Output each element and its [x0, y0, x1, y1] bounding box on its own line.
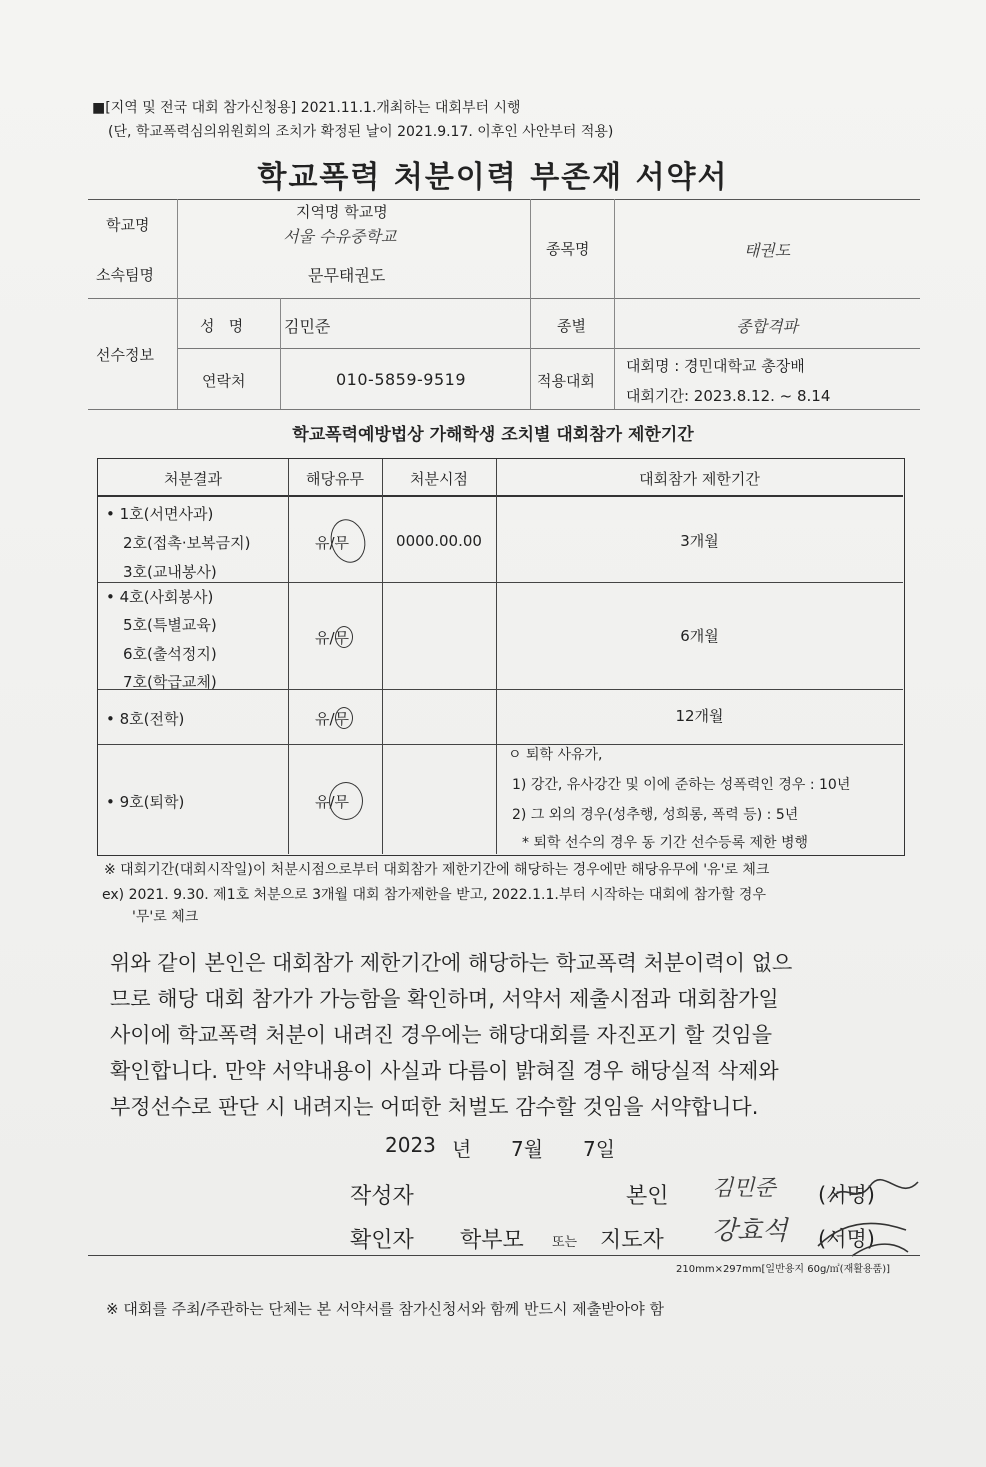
row-3-check-circle [335, 707, 353, 729]
school-sub-label: 지역명 학교명 [296, 203, 388, 221]
table-row-4-limit-line-1: ㅇ 퇴학 사유가, [508, 747, 603, 763]
row-2-check-circle [335, 626, 353, 648]
header-date: 처분시점 [410, 470, 468, 488]
table-row-1-item-3: 3호(교내봉사) [123, 563, 217, 581]
school-label: 학교명 [106, 216, 150, 234]
pledge-line-3: 사이에 학교폭력 처분이 내려진 경우에는 해당대회를 자진포기 할 것임을 [110, 1023, 772, 1047]
event-label: 종목명 [546, 240, 590, 258]
or-label: 또는 [552, 1235, 578, 1250]
school-value: 서울 수유중학교 [283, 227, 397, 246]
date-year: 2023 [385, 1133, 436, 1157]
confirmer-label: 확인자 [350, 1228, 414, 1253]
category-value: 종합격파 [736, 317, 798, 336]
table-row-1-item-2: 2호(접촉·보복금지) [123, 534, 251, 552]
document-title: 학교폭력 처분이력 부존재 서약서 [257, 160, 729, 195]
notice-line-2: (단, 학교폭력심의위원회의 조치가 확정된 날이 2021.9.17. 이후인 사안부터 적용) [108, 124, 614, 140]
table-row-3-item-1: • 8호(전학) [106, 710, 185, 728]
category-label: 종별 [557, 317, 586, 335]
table-row-4-yn: 유/무 [315, 793, 350, 811]
name-value: 김민준 [284, 317, 331, 336]
pledge-line-4: 확인합니다. 만약 서약내용이 사실과 다름이 밝혀질 경우 해당실적 삭제와 [110, 1059, 779, 1083]
table-row-1-item-1: • 1호(서면사과) [106, 505, 214, 523]
competition-period: 대회기간: 2023.8.12. ~ 8.14 [626, 387, 831, 405]
self-signature-scribble [822, 1172, 932, 1212]
pledge-line-1: 위와 같이 본인은 대회참가 제한기간에 해당하는 학교폭력 처분이력이 없으 [110, 951, 793, 975]
applied-label: 적용대회 [537, 372, 595, 390]
coach-label: 지도자 [600, 1228, 664, 1253]
header-result: 처분결과 [164, 470, 222, 488]
name-label: 성 명 [200, 317, 244, 335]
table-row-1-date: 0000.00.00 [396, 532, 482, 550]
table-row-1-yn: 유/무 [315, 534, 350, 552]
table-row-2-item-3: 6호(출석정지) [123, 645, 217, 663]
coach-signature-name: 강효석 [712, 1216, 788, 1246]
parent-label: 학부모 [460, 1228, 524, 1253]
note-1: ※ 대회기간(대회시작일)이 처분시점으로부터 대회참가 제한기간에 해당하는 경우에만 해당유무에 '유'로 체크 [104, 862, 770, 878]
notice-line-1: ■[지역 및 전국 대회 참가신청용] 2021.11.1.개최하는 대회부터 시행 [92, 100, 521, 116]
self-label: 본인 [626, 1184, 669, 1209]
team-label: 소속팀명 [96, 266, 154, 284]
table-row-4-limit-line-3: 2) 그 외의 경우(성추행, 성희롱, 폭력 등) : 5년 [512, 807, 799, 823]
contact-label: 연락처 [202, 372, 246, 390]
coach-sign-label: (서명) [818, 1227, 875, 1251]
pledge-line-5: 부정선수로 판단 시 내려지는 어떠한 처벌도 감수할 것임을 서약합니다. [110, 1095, 759, 1119]
writer-label: 작성자 [350, 1184, 414, 1209]
self-signature-name: 김민준 [712, 1176, 776, 1201]
table-row-4-limit-line-4: * 퇴학 선수의 경우 동 기간 선수등록 제한 병행 [522, 835, 809, 851]
player-info-label: 선수정보 [96, 346, 154, 364]
pledge-line-2: 므로 해당 대회 참가가 가능함을 확인하며, 서약서 제출시점과 대회참가일 [110, 987, 779, 1011]
section-title: 학교폭력예방법상 가해학생 조치별 대회참가 제한기간 [292, 425, 694, 445]
table-row-2-yn: 유/무 [315, 629, 350, 647]
date-year-unit: 년 [452, 1137, 472, 1161]
table-row-3-yn: 유/무 [315, 710, 350, 728]
table-row-4-limit-line-2: 1) 강간, 유사강간 및 이에 준하는 성폭력인 경우 : 10년 [512, 777, 851, 793]
footer-note: ※ 대회를 주최/주관하는 단체는 본 서약서를 참가신청서와 함께 반드시 제출받아야 함 [106, 1300, 664, 1318]
note-3: '무'로 체크 [132, 909, 199, 925]
competition-name: 대회명 : 경민대학교 총장배 [626, 357, 805, 375]
header-applicable: 해당유무 [306, 470, 364, 488]
paper-spec: 210mm×297mm[일반용지 60g/㎡(재활용품)] [676, 1264, 891, 1275]
table-row-3-limit: 12개월 [675, 707, 724, 725]
table-row-2-limit: 6개월 [680, 627, 719, 645]
table-row-2-item-4: 7호(학급교체) [123, 673, 217, 691]
note-2: ex) 2021. 9.30. 제1호 처분으로 3개월 대회 참가제한을 받고, 2022.1.1.부터 시작하는 대회에 참가할 경우 [102, 887, 766, 903]
team-value: 문무태권도 [308, 266, 386, 285]
event-value: 태권도 [743, 241, 791, 260]
table-row-1-limit: 3개월 [680, 532, 719, 550]
date-month: 7월 [511, 1137, 544, 1161]
table-row-2-item-1: • 4호(사회봉사) [106, 588, 214, 606]
self-sign-label: (서명) [818, 1183, 875, 1207]
table-row-4-item-1: • 9호(퇴학) [106, 793, 185, 811]
contact-value: 010-5859-9519 [336, 370, 467, 389]
date-day: 7일 [583, 1137, 616, 1161]
table-row-2-item-2: 5호(특별교육) [123, 616, 217, 634]
header-limit: 대회참가 제한기간 [639, 470, 760, 488]
row-4-check-circle [329, 782, 363, 820]
